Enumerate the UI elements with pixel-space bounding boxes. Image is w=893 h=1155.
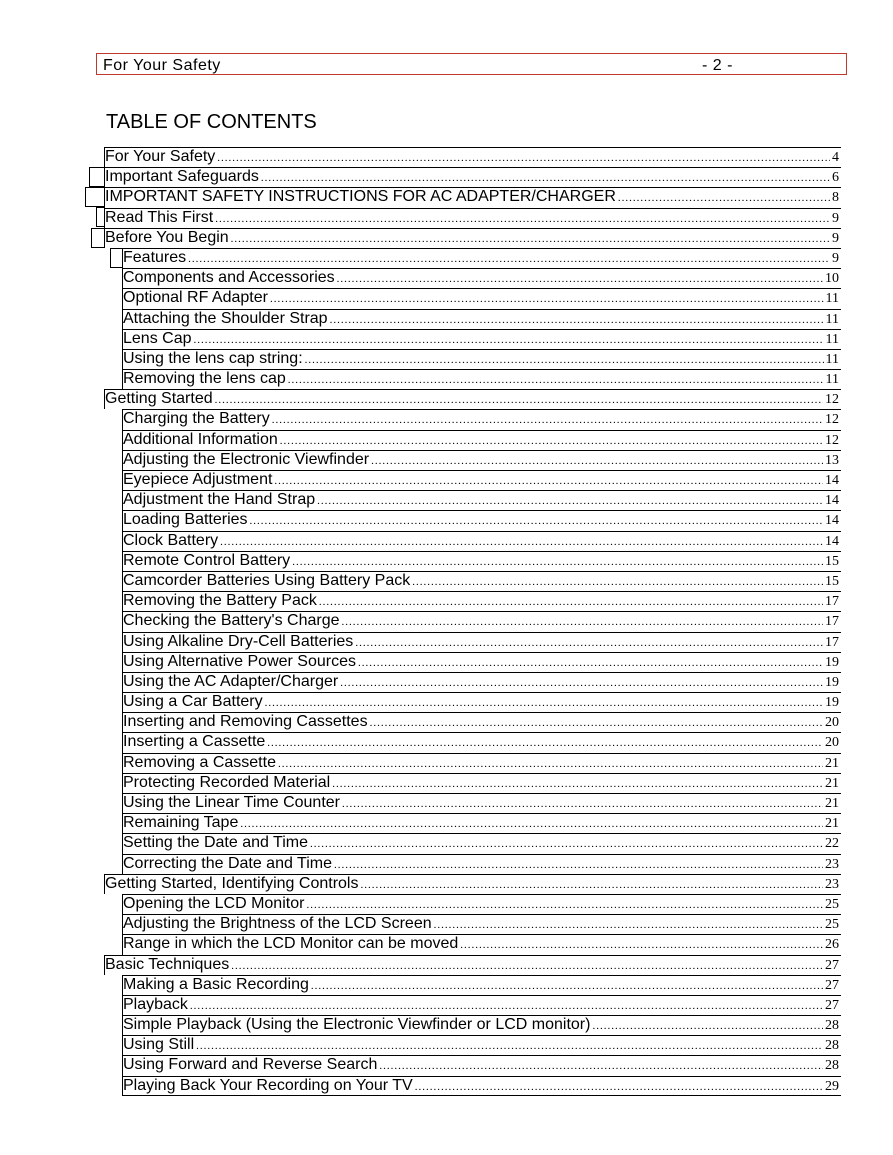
toc-entry-title: Using the lens cap string: xyxy=(123,349,303,367)
toc-entry[interactable] xyxy=(104,531,841,551)
dot-leader xyxy=(196,1037,823,1055)
table-of-contents xyxy=(104,147,841,1096)
toc-entry-row xyxy=(105,229,839,248)
toc-entry[interactable] xyxy=(104,268,841,288)
dot-leader xyxy=(188,250,830,268)
toc-entry-row xyxy=(123,431,839,450)
toc-entry-row xyxy=(105,168,839,187)
dot-leader xyxy=(317,492,823,510)
toc-entry-page: 27 xyxy=(825,977,839,993)
dot-leader xyxy=(231,230,830,248)
dot-leader xyxy=(240,815,823,833)
toc-entry-page: 21 xyxy=(825,796,839,811)
toc-entry[interactable] xyxy=(104,712,841,732)
toc-entry-title: Simple Playback (Using the Electronic Viewfinder or LCD monitor) xyxy=(123,1016,591,1034)
toc-entry[interactable] xyxy=(104,854,841,874)
toc-entry-title: Loading Batteries xyxy=(123,511,248,529)
toc-entry-row xyxy=(105,188,839,207)
dot-leader xyxy=(292,553,823,571)
toc-entry-row xyxy=(123,310,839,329)
toc-entry-title: Playing Back Your Recording on Your TV xyxy=(123,1076,413,1094)
dot-leader xyxy=(305,351,824,369)
toc-entry-page: 20 xyxy=(825,735,839,751)
toc-entry-page: 28 xyxy=(825,1018,839,1034)
toc-entry-title: Removing the lens cap xyxy=(123,370,286,388)
toc-entry-title: Using Still xyxy=(123,1036,195,1054)
dot-leader xyxy=(272,411,823,429)
dot-leader xyxy=(358,654,823,672)
toc-entry-row xyxy=(123,269,839,288)
toc-entry-page: 11 xyxy=(825,311,839,327)
dot-leader xyxy=(370,714,823,732)
toc-entry-title: For Your Safety xyxy=(105,148,216,165)
toc-entry-page: 9 xyxy=(832,230,839,246)
toc-entry[interactable] xyxy=(104,288,841,308)
dot-leader xyxy=(306,896,823,914)
toc-entry-page: 14 xyxy=(825,473,839,488)
toc-entry-page: 22 xyxy=(825,836,839,852)
toc-entry-row xyxy=(105,390,839,409)
toc-entry-title: Inserting a Cassette xyxy=(123,733,266,751)
dot-leader xyxy=(267,734,823,752)
toc-entry-row xyxy=(123,350,839,369)
toc-entry-title: Setting the Date and Time xyxy=(123,834,308,852)
dot-leader xyxy=(330,311,824,329)
toc-entry-page: 9 xyxy=(832,250,839,266)
toc-entry[interactable] xyxy=(104,349,841,369)
toc-entry[interactable] xyxy=(104,409,841,429)
toc-entry-page: 26 xyxy=(825,937,839,953)
toc-entry[interactable] xyxy=(104,389,841,409)
dot-leader xyxy=(310,835,823,853)
dot-leader xyxy=(194,331,824,349)
toc-entry-title: Using Alkaline Dry-Cell Batteries xyxy=(123,632,354,650)
toc-entry-page: 4 xyxy=(832,150,839,165)
toc-entry-title: Opening the LCD Monitor xyxy=(123,894,305,912)
toc-entry-row xyxy=(105,148,839,167)
toc-entry-page: 8 xyxy=(832,190,839,206)
toc-entry-page: 19 xyxy=(825,674,839,690)
toc-entry-title: Read This First xyxy=(105,208,214,226)
toc-entry-page: 27 xyxy=(825,957,839,973)
toc-entry-title: Using Alternative Power Sources xyxy=(123,652,356,670)
toc-entry[interactable] xyxy=(104,510,841,530)
toc-entry-row xyxy=(123,794,839,813)
toc-entry-title: Remaining Tape xyxy=(123,814,239,832)
toc-entry-row xyxy=(123,693,839,712)
dot-leader xyxy=(379,1057,823,1075)
toc-entry-title: Correcting the Date and Time xyxy=(123,854,332,872)
link-marker xyxy=(85,187,105,207)
toc-entry[interactable] xyxy=(104,591,841,611)
toc-entry-title: Removing the Battery Pack xyxy=(123,592,317,610)
dot-leader xyxy=(215,210,830,228)
dot-leader xyxy=(231,957,823,975)
toc-entry-row xyxy=(123,976,839,995)
dot-leader xyxy=(217,149,830,167)
toc-entry-title: Components and Accessories xyxy=(123,269,335,287)
toc-entry-row xyxy=(123,774,839,793)
toc-heading: TABLE OF CONTENTS xyxy=(106,111,317,133)
toc-entry-title: Using the AC Adapter/Charger xyxy=(123,672,339,690)
toc-entry-page: 19 xyxy=(825,695,839,711)
toc-entry-title: Using Forward and Reverse Search xyxy=(123,1056,378,1074)
toc-entry-row xyxy=(123,1036,839,1055)
toc-entry-page: 11 xyxy=(825,351,839,367)
toc-entry-page: 11 xyxy=(825,331,839,347)
toc-entry-row xyxy=(123,249,839,268)
toc-entry-title: Protecting Recorded Material xyxy=(123,773,331,791)
toc-entry[interactable] xyxy=(104,248,841,268)
toc-entry[interactable] xyxy=(104,187,841,207)
toc-entry[interactable] xyxy=(104,672,841,692)
toc-entry-title: Getting Started xyxy=(105,390,213,408)
toc-entry[interactable] xyxy=(104,732,841,752)
toc-entry-row xyxy=(123,673,839,692)
toc-entry-row xyxy=(123,532,839,551)
toc-entry-page: 14 xyxy=(825,513,839,529)
toc-entry-page: 21 xyxy=(825,816,839,832)
dot-leader xyxy=(334,856,823,874)
toc-entry[interactable] xyxy=(104,833,841,853)
toc-entry-title: Getting Started, Identifying Controls xyxy=(105,874,359,892)
toc-entry-page: 9 xyxy=(832,210,839,226)
toc-entry-title: Adjusting the Electronic Viewfinder xyxy=(123,450,370,468)
toc-entry-title: Additional Information xyxy=(123,430,278,448)
toc-entry[interactable] xyxy=(104,490,841,510)
dot-leader xyxy=(337,270,823,288)
toc-entry[interactable] xyxy=(104,1076,841,1096)
toc-entry-title: IMPORTANT SAFETY INSTRUCTIONS FOR AC ADAPTER/CHARGER xyxy=(105,188,616,206)
dot-leader xyxy=(618,189,830,207)
toc-entry-row xyxy=(123,471,839,490)
toc-entry-page: 28 xyxy=(825,1058,839,1074)
toc-entry-row xyxy=(123,1016,839,1035)
toc-entry-row xyxy=(123,511,839,530)
toc-entry-page: 14 xyxy=(825,493,839,509)
running-header xyxy=(96,53,847,75)
toc-entry-page: 6 xyxy=(832,170,839,186)
toc-entry-row xyxy=(123,834,839,853)
toc-entry[interactable] xyxy=(104,773,841,793)
toc-entry-row xyxy=(123,653,839,672)
dot-leader xyxy=(278,755,823,773)
dot-leader xyxy=(434,916,823,934)
toc-entry-row xyxy=(123,612,839,631)
toc-entry-page: 11 xyxy=(825,291,839,307)
dot-leader xyxy=(250,512,823,530)
dot-leader xyxy=(215,391,823,409)
toc-entry-row xyxy=(123,895,839,914)
toc-entry-title: Attaching the Shoulder Strap xyxy=(123,309,328,327)
toc-entry-page: 15 xyxy=(825,573,839,589)
toc-entry[interactable] xyxy=(104,813,841,833)
toc-entry-row xyxy=(123,733,839,752)
toc-entry-row xyxy=(123,754,839,773)
dot-leader xyxy=(270,290,824,308)
toc-entry-row xyxy=(123,935,839,954)
toc-entry-page: 11 xyxy=(825,372,839,388)
toc-entry[interactable] xyxy=(104,369,841,389)
toc-entry[interactable] xyxy=(104,995,841,1015)
toc-entry-page: 10 xyxy=(825,271,839,287)
toc-entry-page: 12 xyxy=(825,412,839,428)
toc-entry-title: Camcorder Batteries Using Battery Pack xyxy=(123,571,411,589)
toc-entry-page: 25 xyxy=(825,917,839,933)
toc-entry-page: 14 xyxy=(825,533,839,549)
dot-leader xyxy=(355,634,823,652)
dot-leader xyxy=(415,1078,823,1096)
toc-entry[interactable] xyxy=(104,1015,841,1035)
toc-entry-page: 21 xyxy=(825,775,839,791)
toc-entry-row xyxy=(123,633,839,652)
toc-entry-title: Removing a Cassette xyxy=(123,753,276,771)
dot-leader xyxy=(220,533,823,551)
toc-entry-row xyxy=(123,370,839,389)
dot-leader xyxy=(371,452,823,470)
toc-entry[interactable] xyxy=(104,208,841,228)
toc-entry[interactable] xyxy=(104,793,841,813)
toc-entry-row xyxy=(123,572,839,591)
toc-entry-title: Clock Battery xyxy=(123,531,219,549)
link-marker xyxy=(89,167,105,187)
toc-entry-page: 27 xyxy=(825,997,839,1013)
toc-entry-page: 29 xyxy=(825,1078,839,1094)
toc-entry-row xyxy=(123,330,839,349)
toc-entry-title: Lens Cap xyxy=(123,329,192,347)
toc-entry-title: Checking the Battery's Charge xyxy=(123,612,340,630)
toc-entry[interactable] xyxy=(104,753,841,773)
toc-entry-page: 17 xyxy=(825,614,839,630)
toc-entry-page: 12 xyxy=(825,432,839,448)
toc-entry-title: Charging the Battery xyxy=(123,410,270,428)
toc-entry-title: Inserting and Removing Cassettes xyxy=(123,713,368,731)
toc-entry-title: Eyepiece Adjustment xyxy=(123,471,273,488)
toc-entry[interactable] xyxy=(104,652,841,672)
dot-leader xyxy=(319,593,823,611)
header-title: For Your Safety xyxy=(103,57,221,74)
toc-entry-page: 25 xyxy=(825,896,839,912)
dot-leader xyxy=(340,674,823,692)
toc-entry[interactable] xyxy=(104,894,841,914)
link-marker xyxy=(91,228,105,248)
toc-entry-title: Remote Control Battery xyxy=(123,551,291,569)
toc-entry-page: 19 xyxy=(825,654,839,670)
toc-entry-title: Using a Car Battery xyxy=(123,693,263,711)
toc-entry[interactable] xyxy=(104,470,841,490)
dot-leader xyxy=(280,432,823,450)
dot-leader xyxy=(332,775,823,793)
toc-entry[interactable] xyxy=(104,975,841,995)
toc-entry-row xyxy=(123,451,839,470)
toc-entry-page: 15 xyxy=(825,553,839,569)
toc-entry-row xyxy=(105,956,839,975)
toc-entry[interactable] xyxy=(104,934,841,954)
toc-entry-title: Making a Basic Recording xyxy=(123,975,309,993)
toc-entry-row xyxy=(123,814,839,833)
toc-entry-page: 17 xyxy=(825,634,839,650)
toc-entry[interactable] xyxy=(104,632,841,652)
toc-entry-row xyxy=(105,875,839,894)
toc-entry-title: Playback xyxy=(123,995,188,1013)
toc-entry[interactable] xyxy=(104,147,841,167)
toc-entry-row xyxy=(123,410,839,429)
toc-entry[interactable] xyxy=(104,914,841,934)
toc-entry-row xyxy=(123,1056,839,1075)
toc-entry-page: 17 xyxy=(825,594,839,610)
toc-entry-title: Important Safeguards xyxy=(105,168,259,186)
dot-leader xyxy=(412,573,823,591)
toc-entry-page: 13 xyxy=(825,452,839,468)
toc-entry-page: 23 xyxy=(825,876,839,892)
toc-entry[interactable] xyxy=(104,430,841,450)
toc-entry[interactable] xyxy=(104,309,841,329)
toc-entry-row xyxy=(123,713,839,732)
toc-entry[interactable] xyxy=(104,571,841,591)
dot-leader xyxy=(460,936,823,954)
toc-entry[interactable] xyxy=(104,874,841,894)
toc-entry[interactable] xyxy=(104,228,841,248)
dot-leader xyxy=(288,371,824,389)
toc-entry[interactable] xyxy=(104,692,841,712)
toc-entry[interactable] xyxy=(104,611,841,631)
dot-leader xyxy=(342,613,824,631)
toc-entry-title: Features xyxy=(123,248,187,266)
toc-entry[interactable] xyxy=(104,955,841,975)
toc-entry-row xyxy=(123,592,839,611)
dot-leader xyxy=(360,876,823,894)
toc-entry[interactable] xyxy=(104,450,841,470)
toc-entry-row xyxy=(123,996,839,1015)
toc-entry-page: 23 xyxy=(825,856,839,872)
toc-entry-row xyxy=(123,491,839,510)
toc-entry[interactable] xyxy=(104,551,841,571)
toc-entry-row xyxy=(105,209,839,228)
dot-leader xyxy=(190,997,823,1015)
toc-entry-row xyxy=(123,552,839,571)
toc-entry-page: 21 xyxy=(825,755,839,771)
page-number: - 2 - xyxy=(702,57,733,74)
dot-leader xyxy=(265,694,823,712)
toc-entry-title: Adjustment the Hand Strap xyxy=(123,491,316,509)
toc-entry-title: Adjusting the Brightness of the LCD Screen xyxy=(123,915,432,933)
toc-entry-title: Using the Linear Time Counter xyxy=(123,794,340,811)
dot-leader xyxy=(261,169,830,187)
toc-entry-page: 20 xyxy=(825,715,839,731)
toc-entry[interactable] xyxy=(104,329,841,349)
toc-entry[interactable] xyxy=(104,167,841,187)
toc-entry-title: Range in which the LCD Monitor can be moved xyxy=(123,935,459,953)
toc-entry-page: 28 xyxy=(825,1038,839,1054)
toc-entry-row xyxy=(123,1077,839,1096)
toc-entry-row xyxy=(123,915,839,934)
toc-entry-page: 12 xyxy=(825,392,839,408)
dot-leader xyxy=(311,977,823,995)
toc-entry-title: Before You Begin xyxy=(105,228,229,246)
dot-leader xyxy=(274,472,823,490)
dot-leader xyxy=(592,1017,823,1035)
toc-entry[interactable] xyxy=(104,1035,841,1055)
toc-entry-row xyxy=(123,855,839,874)
toc-entry-title: Basic Techniques xyxy=(105,955,230,973)
toc-entry-title: Optional RF Adapter xyxy=(123,289,268,307)
toc-entry-row xyxy=(123,289,839,308)
toc-entry[interactable] xyxy=(104,1055,841,1075)
dot-leader xyxy=(342,795,823,813)
